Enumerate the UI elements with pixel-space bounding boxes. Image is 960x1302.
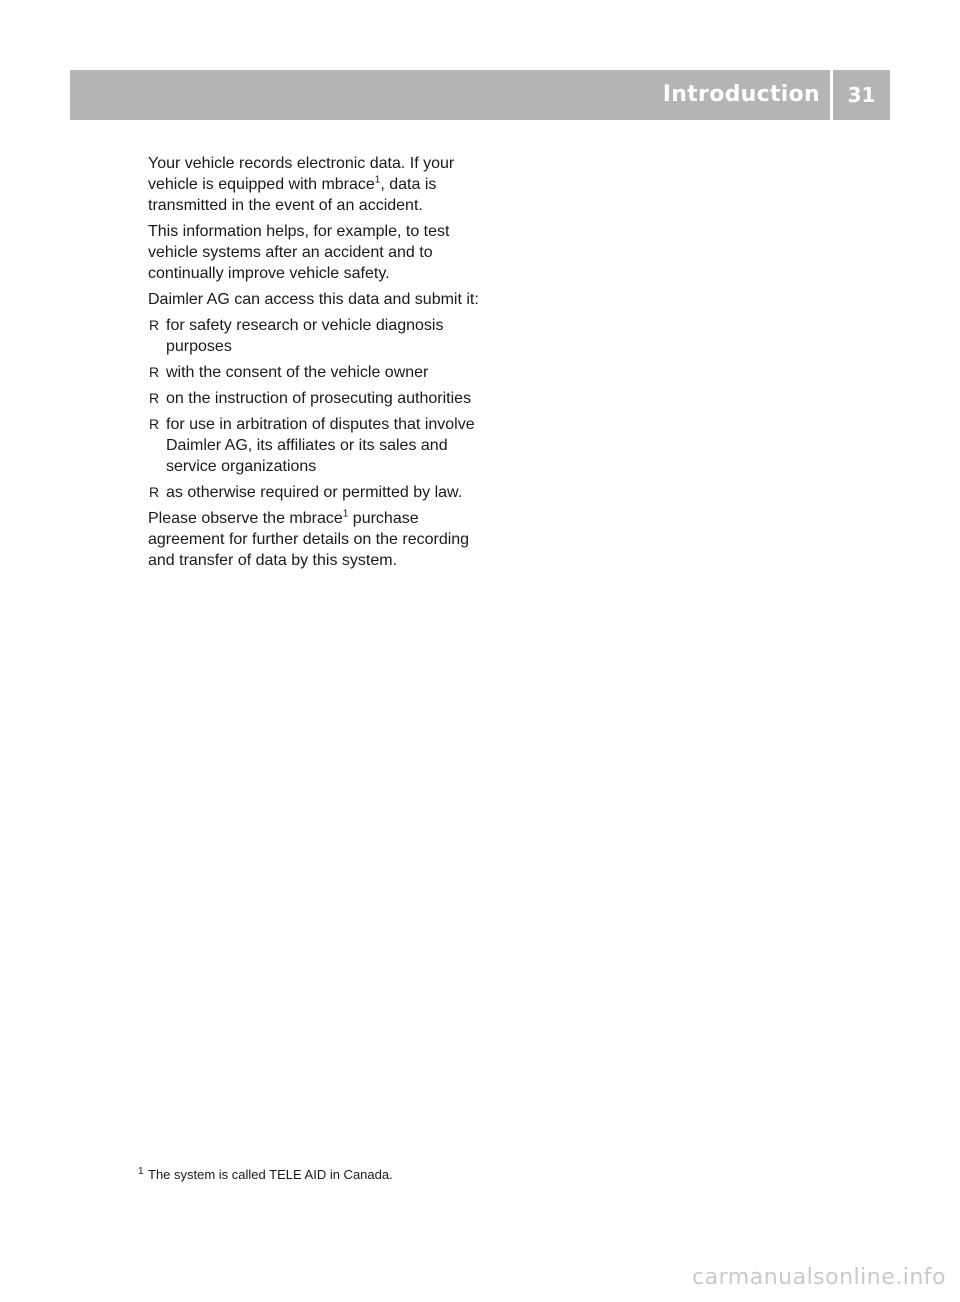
footnote <box>138 1166 393 1184</box>
list-item-text: on the instruction of prosecuting authorities <box>166 390 472 407</box>
footnote-ref[interactable]: 1 <box>374 174 381 186</box>
paragraph-agreement <box>148 508 488 571</box>
paragraph-text: purchase agreement for further details on the recording and transfer of data by this system. <box>148 510 470 569</box>
paragraph-recording <box>148 153 488 216</box>
bullet-icon: R <box>149 416 160 432</box>
bullet-icon: R <box>149 364 160 380</box>
main-content <box>148 153 488 576</box>
watermark: carmanualsonline.info <box>692 1265 946 1290</box>
paragraph-text: Your vehicle records electronic data. If your vehicle is equipped with mbrace <box>148 155 455 193</box>
page-number: 31 <box>847 83 876 107</box>
footnote-text: The system is called TELE AID in Canada. <box>148 1167 393 1182</box>
list-item-text: with the consent of the vehicle owner <box>166 364 429 381</box>
list-item <box>148 362 488 383</box>
footnote-number: 1 <box>138 1166 144 1177</box>
bullet-icon: R <box>149 317 160 333</box>
paragraph-text: Please observe the mbrace <box>148 510 343 527</box>
bullet-icon: R <box>149 484 160 500</box>
footnote-ref[interactable]: 1 <box>342 508 349 520</box>
paragraph-text: , data is transmitted in the event of an accident. <box>148 176 437 214</box>
bullet-list <box>148 315 488 503</box>
section-title: Introduction <box>662 82 820 107</box>
list-item <box>148 414 488 477</box>
page-header <box>70 70 890 120</box>
list-item-text: for safety research or vehicle diagnosis purposes <box>166 317 444 355</box>
list-item <box>148 315 488 357</box>
bullet-icon: R <box>149 390 160 406</box>
list-item <box>148 388 488 409</box>
paragraph-purpose: This information helps, for example, to test vehicle systems after an accident and to continually improve vehicle safety. <box>148 223 450 282</box>
paragraph-access: Daimler AG can access this data and submit it: <box>148 291 479 308</box>
list-item <box>148 482 488 503</box>
list-item-text: as otherwise required or permitted by law. <box>166 484 463 501</box>
list-item-text: for use in arbitration of disputes that involve Daimler AG, its affiliates or its sales and service organizations <box>166 416 475 475</box>
